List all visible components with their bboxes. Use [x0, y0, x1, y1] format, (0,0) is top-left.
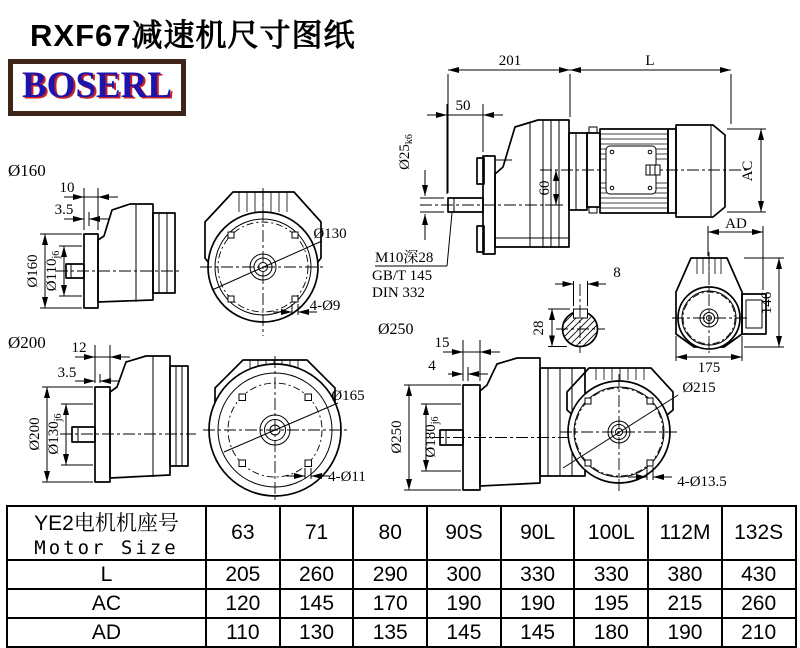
key-cross-section [531, 265, 621, 378]
dim-L [570, 55, 731, 124]
cell: 180 [574, 618, 648, 647]
cell: 205 [206, 560, 280, 589]
row-label: L [7, 560, 206, 589]
flange160-side-view [8, 161, 182, 308]
svg-text:Ø110j6: $Ø110_{j6}$ [44, 250, 62, 292]
cell: 190 [501, 589, 575, 618]
motor-body [587, 125, 725, 217]
svg-text:Ø200: Ø200 [27, 417, 43, 451]
cell: 145 [501, 618, 575, 647]
dim-50 [427, 98, 503, 194]
svg-text:Ø215: Ø215 [682, 380, 716, 396]
row-label: AD [7, 618, 206, 647]
flange160-front-view [200, 188, 347, 336]
cell: 190 [648, 618, 722, 647]
table-header-row [7, 506, 796, 560]
svg-text:12: 12 [71, 340, 87, 356]
svg-text:4-Ø11: 4-Ø11 [328, 469, 366, 485]
flange160-label: Ø160 [8, 161, 46, 180]
col-header: 132S [722, 506, 796, 560]
col-header: 90S [427, 506, 501, 560]
gearmotor-side-view [397, 55, 766, 254]
cell: 290 [353, 560, 427, 589]
table-row-AD [7, 618, 796, 647]
cell: 300 [427, 560, 501, 589]
svg-text:15: 15 [434, 335, 450, 351]
svg-text:28: 28 [531, 320, 547, 336]
svg-text:4-Ø9: 4-Ø9 [309, 298, 341, 314]
dim-spigot-130 [46, 404, 93, 465]
dim-15 [435, 335, 501, 381]
svg-text:Ø25k6: $Ø25_{k6}$ [397, 134, 415, 170]
top-view [672, 216, 784, 376]
cell: 195 [574, 589, 648, 618]
cell: 130 [280, 618, 354, 647]
cell: 110 [206, 618, 280, 647]
dim-AC [727, 129, 766, 212]
svg-text:AC: AC [740, 160, 756, 182]
flange200-side-view [8, 333, 196, 482]
dim-201 [448, 55, 570, 193]
brand-logo: BOSERL [8, 59, 186, 116]
cell: 170 [353, 589, 427, 618]
thread-note [372, 213, 452, 301]
cell: 135 [353, 618, 427, 647]
svg-text:GB/T 145: GB/T 145 [372, 268, 433, 284]
cell: 260 [722, 589, 796, 618]
cell: 210 [722, 618, 796, 647]
motor-size-header-en: Motor Size [34, 537, 179, 559]
svg-text:M10深28: M10深28 [375, 250, 434, 266]
drawing-canvas [0, 55, 800, 507]
cell: 215 [648, 589, 722, 618]
cell: 330 [574, 560, 648, 589]
key-height-dim [531, 309, 570, 347]
spec-table [6, 505, 797, 648]
col-header: 71 [280, 506, 354, 560]
key-width-dim [555, 265, 621, 306]
dim-3p5 [55, 202, 109, 226]
dim-4 [428, 358, 488, 381]
row-label: AC [7, 589, 206, 618]
svg-text:146: 146 [759, 291, 775, 315]
svg-text:Ø180j6: $Ø180_{j6}$ [423, 416, 441, 458]
svg-text:Ø130j6: $Ø130_{j6}$ [46, 413, 64, 455]
svg-text:4: 4 [428, 358, 436, 374]
svg-text:Ø165: Ø165 [331, 388, 365, 404]
svg-text:201: 201 [498, 55, 522, 69]
motor-size-header [7, 506, 206, 560]
col-header: 100L [574, 506, 648, 560]
svg-text:8: 8 [613, 265, 621, 281]
table-row-L [7, 560, 796, 589]
svg-text:L: L [645, 55, 655, 69]
svg-text:AD: AD [725, 216, 747, 232]
col-header: 112M [648, 506, 722, 560]
svg-text:DIN 332: DIN 332 [372, 285, 425, 301]
cell: 145 [427, 618, 501, 647]
col-header: 80 [353, 506, 427, 560]
svg-text:Ø130: Ø130 [313, 226, 347, 242]
svg-text:50: 50 [455, 98, 471, 114]
cell: 330 [501, 560, 575, 589]
col-header: 63 [206, 506, 280, 560]
svg-text:Ø160: Ø160 [25, 254, 41, 288]
cell: 120 [206, 589, 280, 618]
shaft-dia-dim [397, 134, 444, 240]
page-title: RXF67减速机尺寸图纸 [30, 18, 356, 53]
svg-text:4-Ø13.5: 4-Ø13.5 [677, 474, 727, 490]
dim-3p5b [58, 365, 120, 383]
cell: 190 [427, 589, 501, 618]
table-row-AC [7, 589, 796, 618]
cell: 260 [280, 560, 354, 589]
svg-text:3.5: 3.5 [57, 365, 77, 381]
flange200-label: Ø200 [8, 333, 46, 352]
motor-size-header-cn: YE2电机机座号 [34, 512, 179, 535]
svg-text:175: 175 [697, 360, 721, 376]
cell: 380 [648, 560, 722, 589]
flange250-label: Ø250 [378, 321, 414, 338]
col-header: 90L [501, 506, 575, 560]
cell: 145 [280, 589, 354, 618]
flange250-front-view [203, 356, 366, 503]
svg-text:10: 10 [59, 180, 75, 196]
cell: 430 [722, 560, 796, 589]
svg-text:Ø250: Ø250 [389, 420, 405, 454]
svg-text:3.5: 3.5 [54, 202, 74, 218]
svg-text:60: 60 [537, 180, 553, 196]
